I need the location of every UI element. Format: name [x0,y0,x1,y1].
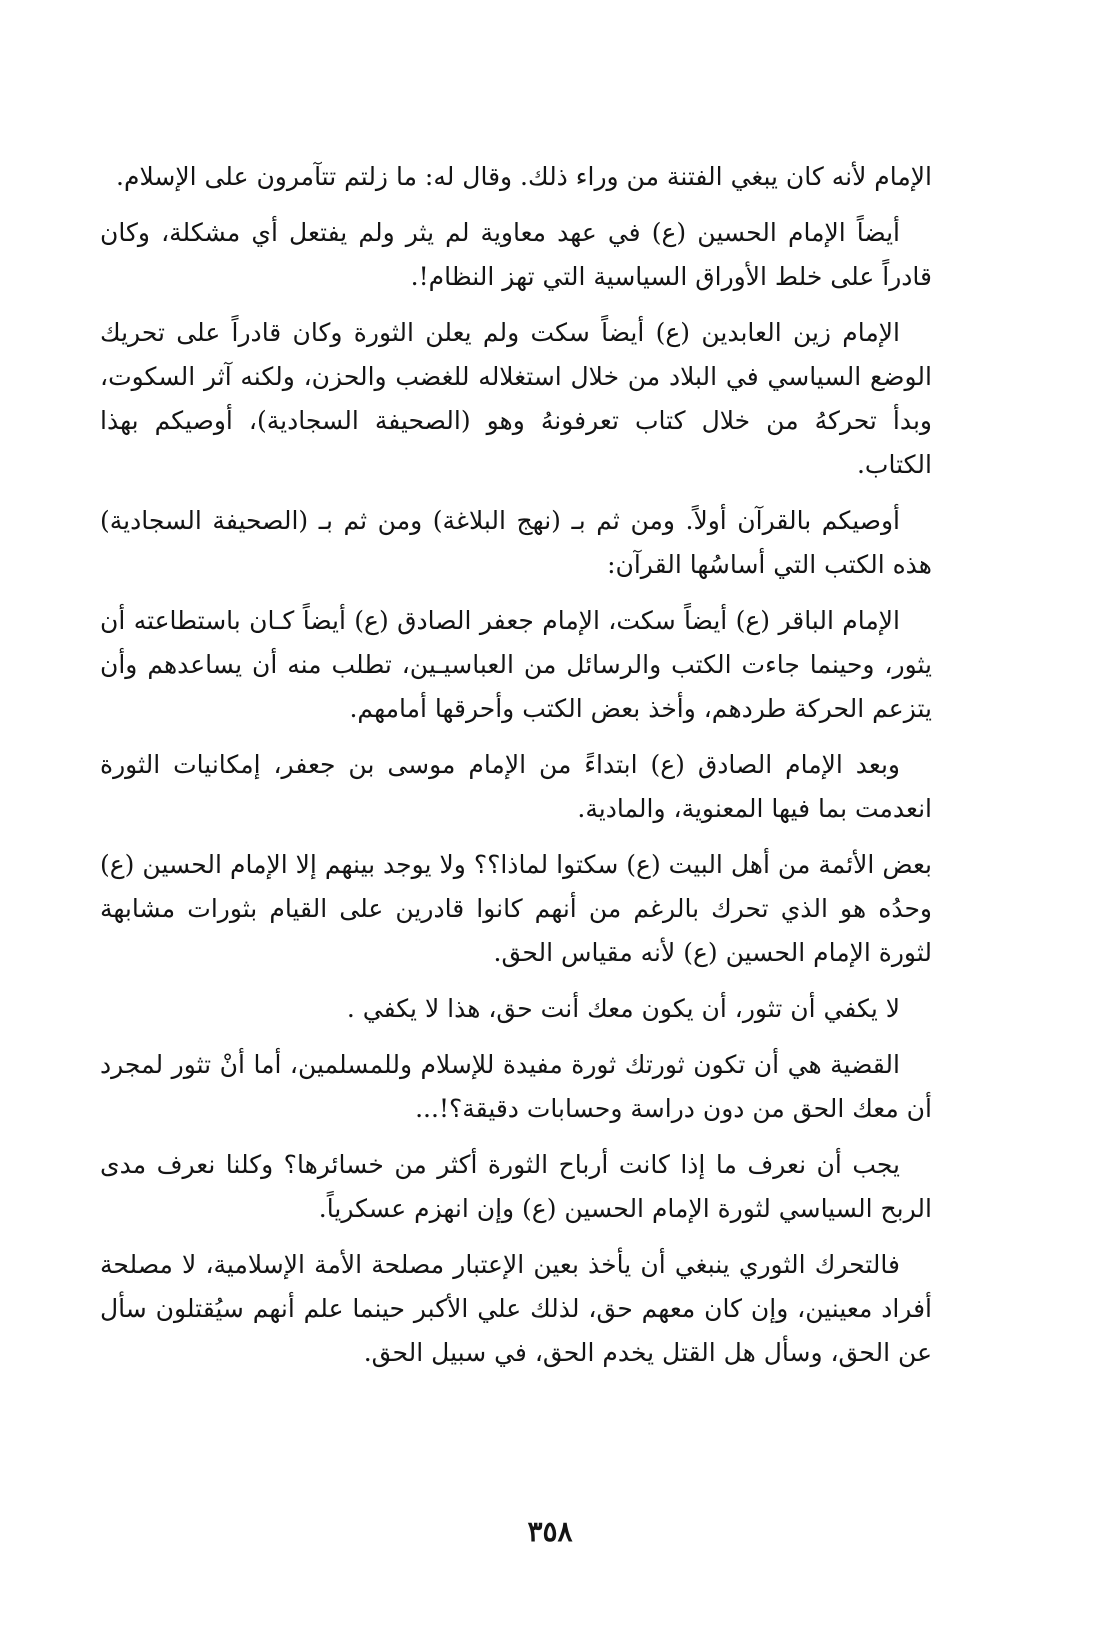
paragraph: أيضاً الإمام الحسين (ع) في عهد معاوية لم يثر ولم يفتعل أي مشكلة، وكان قادراً على خلط الأوراق السياسية التي تهز النظام!. [100,218,932,291]
page-number: ٣٥٨ [527,1515,573,1548]
paragraph: الإمام الباقر (ع) أيضاً سكت، الإمام جعفر الصادق (ع) أيضاً كـان باستطاعته أن يثور، وحينما جاءت الكتب والرسائل من العباسيـين، تطلب منه أن يساعدهم وأن يتزعم الحركة طردهم، وأخذ بعض الكتب وأحرقها أمامهم. [100,606,932,723]
paragraph: بعض الأئمة من أهل البيت (ع) سكتوا لماذا؟؟ ولا يوجد بينهم إلا الإمام الحسين (ع) وحدُه هو الذي تحرك بالرغم من أنهم كانوا قادرين على القيام بثورات مشابهة لثورة الإمام الحسين (ع) لأنه مقياس الحق. [100,850,932,967]
paragraph: أوصيكم بالقرآن أولاً. ومن ثم بـ (نهج البلاغة) ومن ثم بـ (الصحيفة السجادية) هذه الكتب التي أساسُها القرآن: [100,506,932,579]
paragraph: وبعد الإمام الصادق (ع) ابتداءً من الإمام موسى بن جعفر، إمكانيات الثورة انعدمت بما فيها المعنوية، والمادية. [100,750,932,823]
paragraph: القضية هي أن تكون ثورتك ثورة مفيدة للإسلام وللمسلمين، أما أنْ تثور لمجرد أن معك الحق من دون دراسة وحسابات دقيقة؟!... [100,1050,932,1123]
paragraph: الإمام لأنه كان يبغي الفتنة من وراء ذلك. وقال له: ما زلتم تتآمرون على الإسلام. [116,162,932,191]
body-text [100,155,932,1387]
paragraph: لا يكفي أن تثور، أن يكون معك أنت حق، هذا لا يكفي . [346,994,900,1023]
paragraph: الإمام زين العابدين (ع) أيضاً سكت ولم يعلن الثورة وكان قادراً على تحريك الوضع السياسي في البلاد من خلال استغلاله للغضب والحزن، ولكنه آثر السكوت، وبدأ تحركهُ من خلال كتاب تعرفونهُ وهو (الصحيفة السجادية)، أوصيكم بهذا الكتاب. [100,318,932,479]
paragraph: فالتحرك الثوري ينبغي أن يأخذ بعين الإعتبار مصلحة الأمة الإسلامية، لا مصلحة أفراد معينين، وإن كان معهم حق، لذلك علي الأكبر حينما علم أنهم سيُقتلون سأل عن الحق، وسأل هل القتل يخدم الحق، في سبيل الحق. [100,1250,932,1367]
paragraph: يجب أن نعرف ما إذا كانت أرباح الثورة أكثر من خسائرها؟ وكلنا نعرف مدى الربح السياسي لثورة الإمام الحسين (ع) وإن انهزم عسكرياً. [100,1150,932,1223]
